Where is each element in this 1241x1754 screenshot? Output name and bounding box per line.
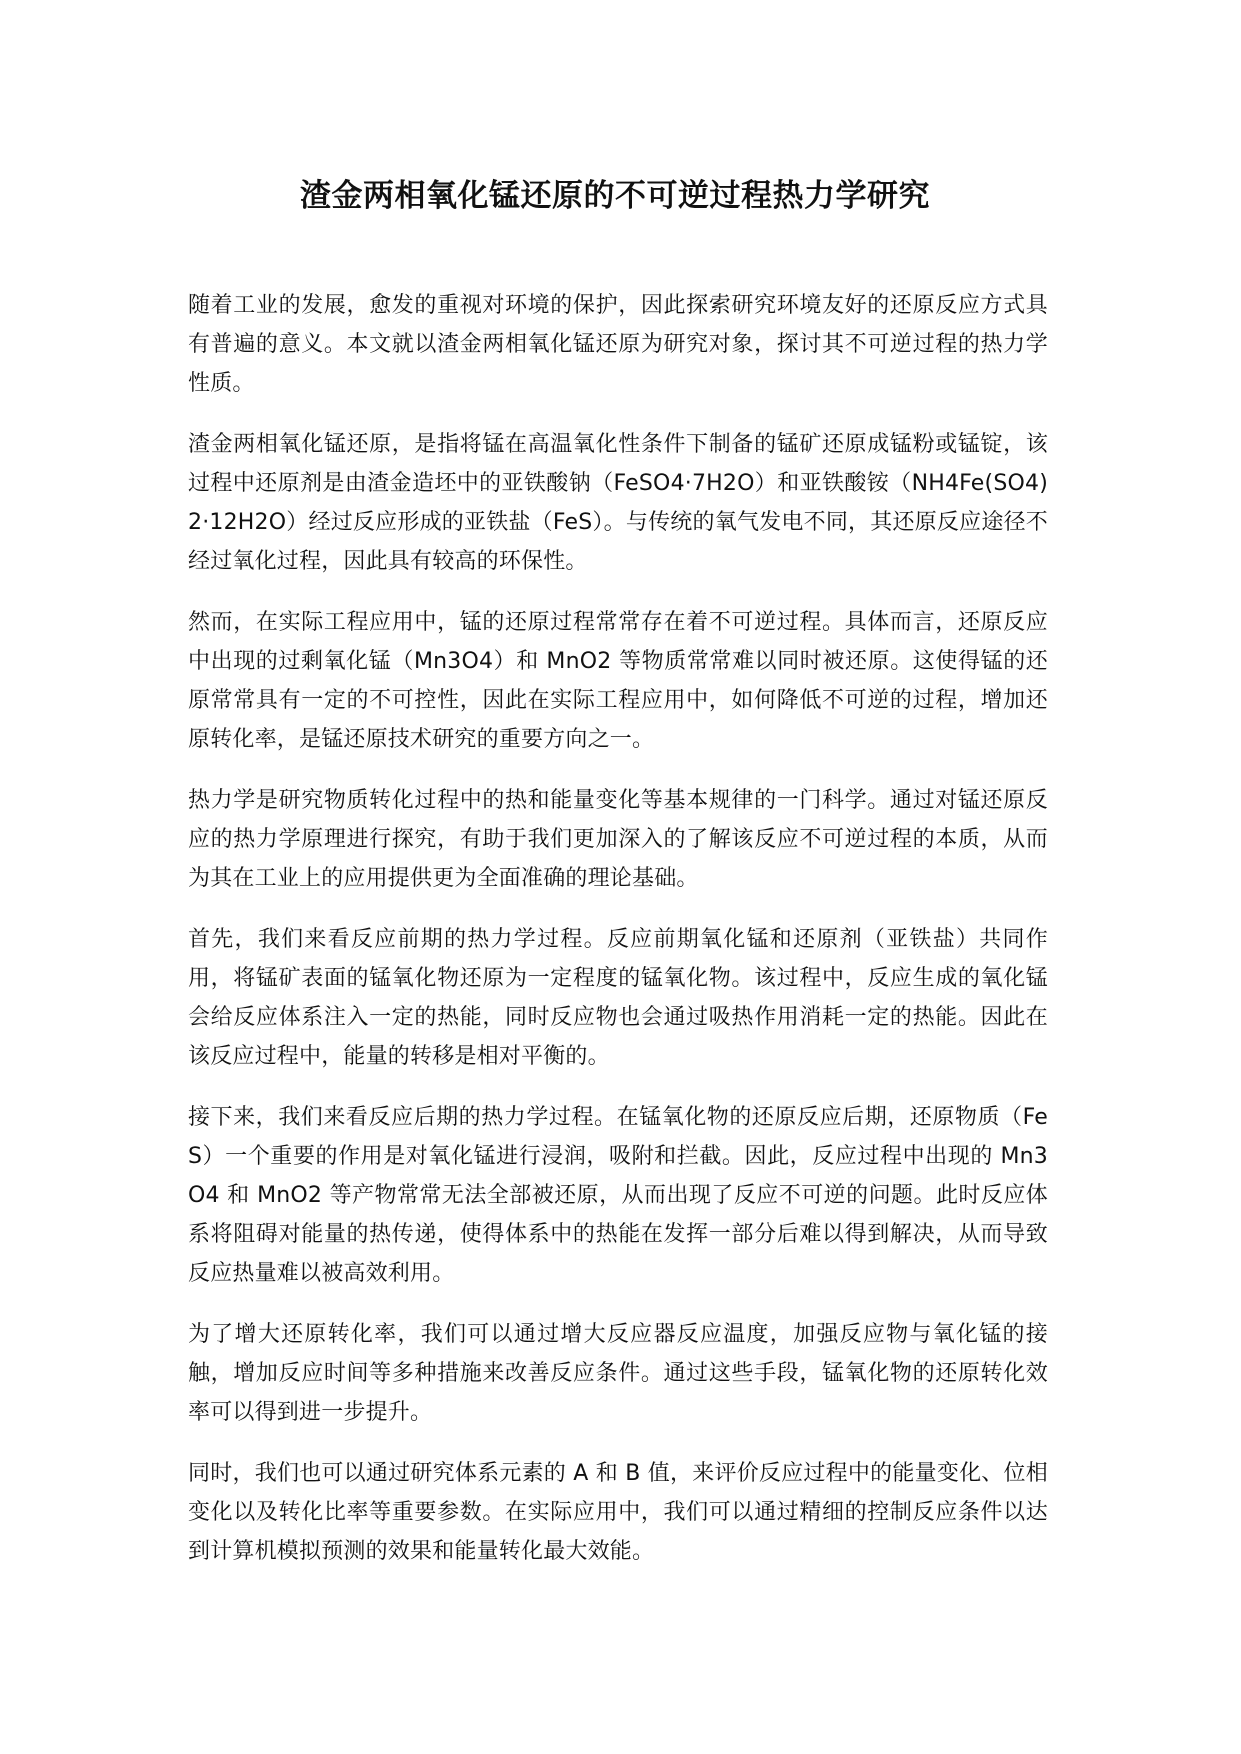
paragraph: 同时，我们也可以通过研究体系元素的 A 和 B 值，来评价反应过程中的能量变化、位相变化以及转化比率等重要参数。在实际应用中，我们可以通过精细的控制反应条件以达到计算机模拟预测的效果和能量转化最大效能。	[188, 1461, 1048, 1564]
paragraph: 热力学是研究物质转化过程中的热和能量变化等基本规律的一门科学。通过对锰还原反应的热力学原理进行探究，有助于我们更加深入的了解该反应不可逆过程的本质，从而为其在工业上的应用提供更为全面准确的理论基础。	[188, 788, 1048, 891]
paragraph: 接下来，我们来看反应后期的热力学过程。在锰氧化物的还原反应后期，还原物质（FeS）一个重要的作用是对氧化锰进行浸润，吸附和拦截。因此，反应过程中出现的 Mn3O4 和 MnO2 等产物常常无法全部被还原，从而出现了反应不可逆的问题。此时反应体系将阻碍对能量的热传递，使得体系中的热能在发挥一部分后难以得到解决，从而导致反应热量难以被高效利用。	[188, 1105, 1048, 1286]
paragraph: 然而，在实际工程应用中，锰的还原过程常常存在着不可逆过程。具体而言，还原反应中出现的过剩氧化锰（Mn3O4）和 MnO2 等物质常常难以同时被还原。这使得锰的还原常常具有一定的不可控性，因此在实际工程应用中，如何降低不可逆的过程，增加还原转化率，是锰还原技术研究的重要方向之一。	[188, 610, 1048, 752]
paragraph: 首先，我们来看反应前期的热力学过程。反应前期氧化锰和还原剂（亚铁盐）共同作用，将锰矿表面的锰氧化物还原为一定程度的锰氧化物。该过程中，反应生成的氧化锰会给反应体系注入一定的热能，同时反应物也会通过吸热作用消耗一定的热能。因此在该反应过程中，能量的转移是相对平衡的。	[188, 927, 1048, 1069]
paragraph: 为了增大还原转化率，我们可以通过增大反应器反应温度，加强反应物与氧化锰的接触，增加反应时间等多种措施来改善反应条件。通过这些手段，锰氧化物的还原转化效率可以得到进一步提升。	[188, 1322, 1048, 1425]
document-body	[188, 286, 1048, 1571]
paragraph: 随着工业的发展，愈发的重视对环境的保护，因此探索研究环境友好的还原反应方式具有普遍的意义。本文就以渣金两相氧化锰还原为研究对象，探讨其不可逆过程的热力学性质。	[188, 293, 1048, 396]
paragraph: 渣金两相氧化锰还原，是指将锰在高温氧化性条件下制备的锰矿还原成锰粉或锰锭，该过程中还原剂是由渣金造坯中的亚铁酸钠（FeSO4·7H2O）和亚铁酸铵（NH4Fe(SO4)2·12H2O）经过反应形成的亚铁盐（FeS）。与传统的氧气发电不同，其还原反应途径不经过氧化过程，因此具有较高的环保性。	[188, 432, 1048, 574]
document-title: 渣金两相氧化锰还原的不可逆过程热力学研究	[300, 178, 930, 214]
